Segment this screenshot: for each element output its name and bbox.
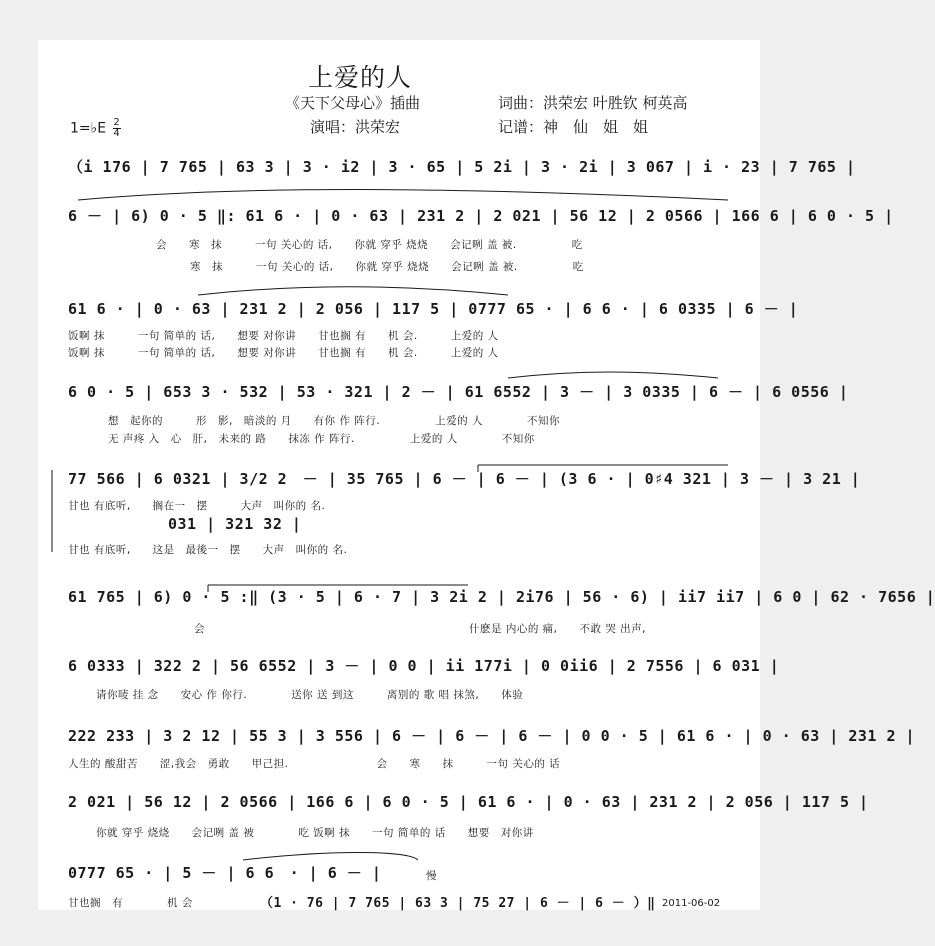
- credits-composer: 词曲：洪荣宏 叶胜钦 柯英高: [498, 94, 688, 112]
- lyric-row-7: 请你唛 挂 念 安心 作 你行. 送你 送 到这 离别的 歌 唱 抹煞, 体验: [96, 689, 524, 701]
- tempo-marking: 慢: [426, 870, 437, 882]
- notation-row-2: 6 － | 6) 0 · 5 ‖: 61 6 · | 0 · 63 | 231 2 | 2 021 | 56 12 | 2 0566 | 166 6 | 6 0 · 5 |: [68, 207, 894, 225]
- score-sheet: [38, 40, 935, 911]
- notation-row-9: 2 021 | 56 12 | 2 0566 | 166 6 | 6 0 · 5 | 61 6 · | 0 · 63 | 231 2 | 2 056 | 117 5 |: [68, 793, 869, 811]
- singer-line: 演唱：洪荣宏: [310, 118, 401, 136]
- lyric-row-4-verse-1: 想 起你的 形 影, 暗淡的 月 有你 作 阵行. 上爱的 人 不知你: [108, 415, 561, 427]
- notation-row-3: 61 6 · | 0 · 63 | 231 2 | 2 056 | 117 5 | 0777 65 · | 6 6 · | 6 0335 | 6 － |: [68, 300, 799, 318]
- notation-row-7: 6 0333 | 322 2 | 56 6552 | 3 － | 0 0 | ii 177i | 0 0ii6 | 2 7556 | 6 031 |: [68, 657, 780, 675]
- time-sig-top: 2: [113, 117, 120, 128]
- lyric-row-3-verse-2: 饭啊 抹 一句 简单的 话, 想要 对你讲 甘也搁 有 机 会. 上爱的 人: [68, 347, 499, 359]
- lyric-row-2-verse-2: 寒 抹 一句 关心的 话, 你就 穿乎 烧烧 会记咧 盖 被. 吃: [190, 261, 584, 273]
- notation-row-5-alt-ending: 031 | 321 32 |: [168, 515, 302, 533]
- date-stamp: 2011-06-02: [662, 898, 721, 909]
- notation-row-4: 6 0 · 5 | 653 3 · 532 | 53 · 321 | 2 － | 61 6552 | 3 － | 3 0335 | 6 － | 6 0556 |: [68, 383, 849, 401]
- lyric-row-2-verse-1: 会 寒 抹 一句 关心的 话, 你就 穿乎 烧烧 会记咧 盖 被. 吃: [156, 239, 583, 251]
- time-sig-bottom: 4: [113, 128, 120, 139]
- lyric-row-3-verse-1: 饭啊 抹 一句 简单的 话, 想要 对你讲 甘也搁 有 机 会. 上爱的 人: [68, 330, 499, 342]
- notation-row-6: 61 765 | 6) 0 · 5 :‖ (3 · 5 | 6 · 7 | 3 2i 2 | 2i76 | 56 · 6) | ii7 ii7 | 6 0 | 62 · 7656 |: [68, 588, 935, 606]
- notation-row-5: 77 566 | 6 0321 | 3/2 2 － | 35 765 | 6 － | 6 － | (3 6 · | 0♯4 321 | 3 － | 3 21 |: [68, 470, 861, 488]
- lyric-row-6: 会 什麽是 内心的 痛, 不敢 哭 出声,: [194, 623, 647, 635]
- lyric-row-8: 人生的 酸甜苦 涩,我会 勇敢 甲己担. 会 寒 抹 一句 关心的 话: [68, 758, 561, 770]
- coda-notation: （1 · 76 | 7 765 | 63 3 | 75 27 | 6 － | 6 － ）‖: [260, 896, 656, 911]
- transcriber-line: 记谱：神 仙 姐 姐: [498, 118, 649, 136]
- notation-row-10: 0777 65 · | 5 － | 6 6 · | 6 － |: [68, 864, 382, 882]
- lyric-row-5-verse-1: 甘也 有底听, 搁在一 摆 大声 叫你的 名.: [68, 500, 326, 512]
- key-signature: [70, 118, 121, 139]
- notation-row-8: 222 233 | 3 2 12 | 55 3 | 3 556 | 6 － | 6 － | 6 － | 0 0 · 5 | 61 6 · | 0 · 63 | 231 2 |: [68, 727, 916, 745]
- source-line: 《天下父母心》插曲: [285, 94, 421, 112]
- song-title: 上爱的人: [308, 63, 413, 92]
- lyric-row-4-verse-2: 无 声疼 入 心 肝, 未来的 路 抹冻 作 阵行. 上爱的 人 不知你: [108, 433, 535, 445]
- notation-row-1: （i 176 | 7 765 | 63 3 | 3 · i2 | 3 · 65 | 5 2i | 3 · 2i | 3 067 | i · 23 | 7 765 |: [68, 158, 856, 176]
- time-signature: [113, 118, 121, 139]
- lyric-row-10: 甘也搁 有 机 会: [68, 897, 193, 909]
- key-label: 1=♭E: [70, 120, 107, 137]
- lyric-row-5-verse-2: 甘也 有底听, 这是 最後一 摆 大声 叫你的 名.: [68, 544, 348, 556]
- lyric-row-9: 你就 穿乎 烧烧 会记咧 盖 被 吃 饭啊 抹 一句 简单的 话 想要 对你讲: [96, 827, 534, 839]
